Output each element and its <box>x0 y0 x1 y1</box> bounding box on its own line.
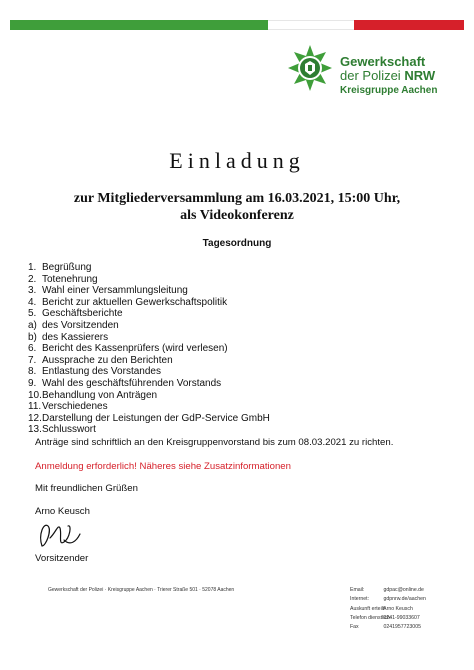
contact-label: Auskunft erteilt: <box>350 605 386 612</box>
contact-value: Arno Keusch <box>383 605 413 612</box>
agenda-item-text: Begrüßung <box>42 262 92 273</box>
agenda-item <box>28 297 448 309</box>
org-name-line2-regular: der Polizei <box>340 68 405 83</box>
contact-value: gdpac@online.de <box>383 587 424 593</box>
document-title: Einladung <box>169 148 305 173</box>
agenda-item-text: Verschiedenes <box>42 401 108 413</box>
document-subtitle <box>0 190 474 224</box>
paragraph-anmeldung: Anmeldung erforderlich! Näheres siehe Zusatzinformationen <box>35 461 291 472</box>
agenda-item-number: 12. <box>28 412 42 424</box>
agenda-item <box>28 424 448 436</box>
agenda-item-number: 4. <box>28 296 37 308</box>
agenda-item-text: Aussprache zu den Berichten <box>42 354 173 366</box>
header-band-red <box>354 20 464 30</box>
agenda-item-text: Geschäftsberichte <box>42 308 123 320</box>
agenda-item-text: Bericht des Kassenprüfers (wird verlesen) <box>42 343 228 355</box>
agenda-item-number: 11. <box>28 401 42 413</box>
agenda-item <box>28 390 448 402</box>
agenda-item-text: Behandlung von Anträgen <box>42 389 158 401</box>
agenda-item-number: 5. <box>28 308 37 320</box>
agenda-item <box>28 366 448 378</box>
agenda-title: Tagesordnung <box>202 238 272 249</box>
agenda-item-number: a) <box>28 319 37 331</box>
contact-label: Fax <box>350 624 359 631</box>
agenda-item-number: 2. <box>28 273 37 285</box>
contact-value: 0241-99033607 <box>383 614 420 621</box>
agenda-item-number: 9. <box>28 377 37 389</box>
agenda-item <box>28 285 448 297</box>
header-band-white <box>268 20 354 30</box>
signer-name: Arno Keusch <box>35 506 90 517</box>
agenda-item <box>28 378 448 390</box>
contact-label: Email: <box>350 587 365 593</box>
org-name-line2-bold: NRW <box>404 68 436 83</box>
gdp-star-badge-icon <box>286 44 334 92</box>
agenda-item <box>28 308 448 320</box>
contact-label: Telefon dienstlich: <box>350 614 392 621</box>
paragraph-antraege: Anträge sind schriftlich an den Kreisgruppenvorstand bis zum 08.03.2021 zu richten. <box>35 437 394 448</box>
agenda-item-number: 8. <box>28 366 37 378</box>
contact-row <box>350 586 426 595</box>
contact-row <box>350 623 426 632</box>
agenda-list <box>28 262 448 436</box>
agenda-item-text: Schlusswort <box>42 424 96 436</box>
contact-value: 0241957723005 <box>383 624 421 631</box>
org-name-line1: Gewerkschaft <box>340 54 426 69</box>
agenda-item <box>28 355 448 367</box>
contact-value: gdpnrw.de/aachen <box>383 596 426 603</box>
agenda-item-number: 7. <box>28 354 37 366</box>
org-name <box>340 55 470 96</box>
org-subunit: Kreisgruppe Aachen <box>340 85 438 96</box>
contact-row <box>350 605 426 614</box>
agenda-item-number: 3. <box>28 285 37 297</box>
agenda-item-text: des Vorsitzenden <box>42 319 119 331</box>
agenda-item-number: b) <box>28 331 37 343</box>
contact-row <box>350 614 426 623</box>
contact-row <box>350 595 426 604</box>
agenda-item-text: Bericht zur aktuellen Gewerkschaftspolitik <box>42 296 228 308</box>
agenda-item-number: 10. <box>28 389 42 401</box>
agenda-item <box>28 274 448 286</box>
footer-address: Gewerkschaft der Polizei · Kreisgruppe Aachen · Trierer Straße 501 · 52078 Aachen <box>48 587 235 593</box>
agenda-item <box>28 343 448 355</box>
agenda-item-text: Darstellung der Leistungen der GdP-Service GmbH <box>42 412 270 424</box>
subtitle-line1: zur Mitgliederversammlung am 16.03.2021, 15:00 Uhr, <box>73 191 401 206</box>
agenda-item-text: Entlastung des Vorstandes <box>42 366 161 378</box>
signer-role: Vorsitzender <box>35 553 89 564</box>
org-name-line2 <box>340 69 470 83</box>
agenda-item-text: Totenehrung <box>42 273 98 285</box>
agenda-item-text: des Kassierers <box>42 331 109 343</box>
header-band-green <box>10 20 268 30</box>
closing-greeting: Mit freundlichen Grüßen <box>35 483 138 494</box>
contact-block <box>350 586 426 632</box>
agenda-item <box>28 401 448 413</box>
handwritten-signature <box>36 516 96 554</box>
agenda-item-number: 13. <box>28 424 42 436</box>
agenda-item-number: 6. <box>28 343 37 355</box>
agenda-item-text: Wahl einer Versammlungsleitung <box>42 285 188 297</box>
subtitle-line2: als Videokonferenz <box>180 208 294 223</box>
agenda-item <box>28 332 448 344</box>
agenda-item <box>28 413 448 425</box>
agenda-item-number: 1. <box>28 262 37 273</box>
agenda-item-text: Wahl des geschäftsführenden Vorstands <box>42 377 222 389</box>
contact-label: Internet: <box>350 596 370 603</box>
agenda-item <box>28 320 448 332</box>
agenda-item <box>28 262 448 274</box>
